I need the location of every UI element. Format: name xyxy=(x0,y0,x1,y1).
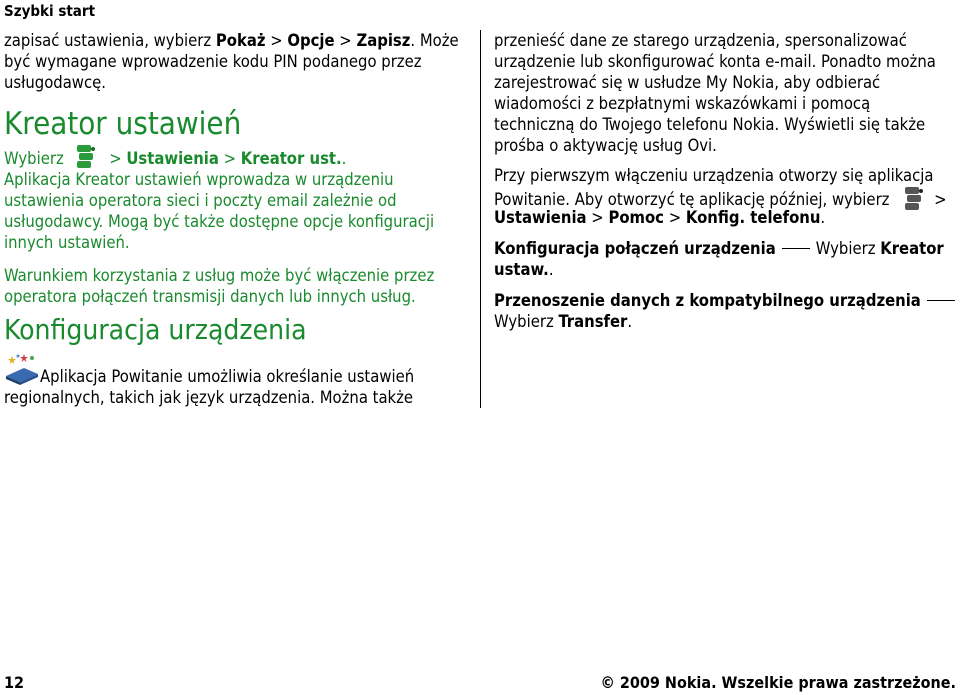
intro-line-3: usługodawcę. xyxy=(4,73,106,92)
menu-icon xyxy=(74,144,98,170)
em-dash xyxy=(927,300,955,301)
intro-line-1: zapisać ustawienia, wybierz Pokaż > Opcje > Zapisz. Może xyxy=(4,31,459,50)
kreator-path: Wybierz > Ustawienia > Kreator ust.. xyxy=(4,144,474,167)
page-number: 12 xyxy=(4,673,25,692)
welcome-app-icon xyxy=(4,352,40,386)
page-header: Szybki start xyxy=(4,2,96,20)
intro-line-2: być wymagane wprowadzenie kodu PIN podanego przez xyxy=(4,52,422,71)
item-przenoszenie-danych: Przenoszenie danych z kompatybilnego urządzenia Wybierz Transfer. xyxy=(494,290,960,332)
item-konfiguracja-polaczen: Konfiguracja połączeń urządzenia Wybierz Kreator ustaw.. xyxy=(494,239,944,279)
konfig-line-2: regionalnych, takich jak język urządzenia. Można także xyxy=(4,388,414,407)
kreator-para-2: Warunkiem korzystania z usług może być włączenie przez operatora połączeń transmisji danych lub innych usług. xyxy=(4,266,435,306)
copyright: © 2009 Nokia. Wszelkie prawa zastrzeżone. xyxy=(600,673,956,692)
em-dash xyxy=(782,248,810,249)
konfig-line-1: Aplikacja Powitanie umożliwia określanie ustawień xyxy=(40,367,415,386)
intro-paragraph xyxy=(4,30,474,93)
konfiguracja-heading: Konfiguracja urządzenia xyxy=(4,313,307,346)
right-para-1: przenieść dane ze starego urządzenia, spersonalizować urządzenie lub skonfigurować konta e-mail. Ponadto można zarejestrować się w usłudze My Nokia, aby odbierać wiadomości z bezpłatnymi wskazówkami i pomocą techniczną do Twojego telefonu Nokia. Wyświetli się także prośba o aktywację usług Ovi. xyxy=(494,31,936,155)
column-divider xyxy=(480,30,481,408)
right-para-2: Przy pierwszym włączeniu urządzenia otworzy się aplikacja Powitanie. Aby otworzyć tę aplikację później, wybierz > Ustawienia > Pomoc > Konfig. telefonu. xyxy=(494,166,947,227)
kreator-body xyxy=(4,144,474,307)
menu-icon xyxy=(902,186,926,212)
kreator-para-1: Aplikacja Kreator ustawień wprowadza w urządzeniu ustawienia operatora sieci i poczty email zależnie od usługodawcy. Mogą być także dostępne opcje konfiguracji innych ustawień. xyxy=(4,170,435,252)
kreator-heading: Kreator ustawień xyxy=(4,106,242,142)
right-column xyxy=(494,30,960,332)
